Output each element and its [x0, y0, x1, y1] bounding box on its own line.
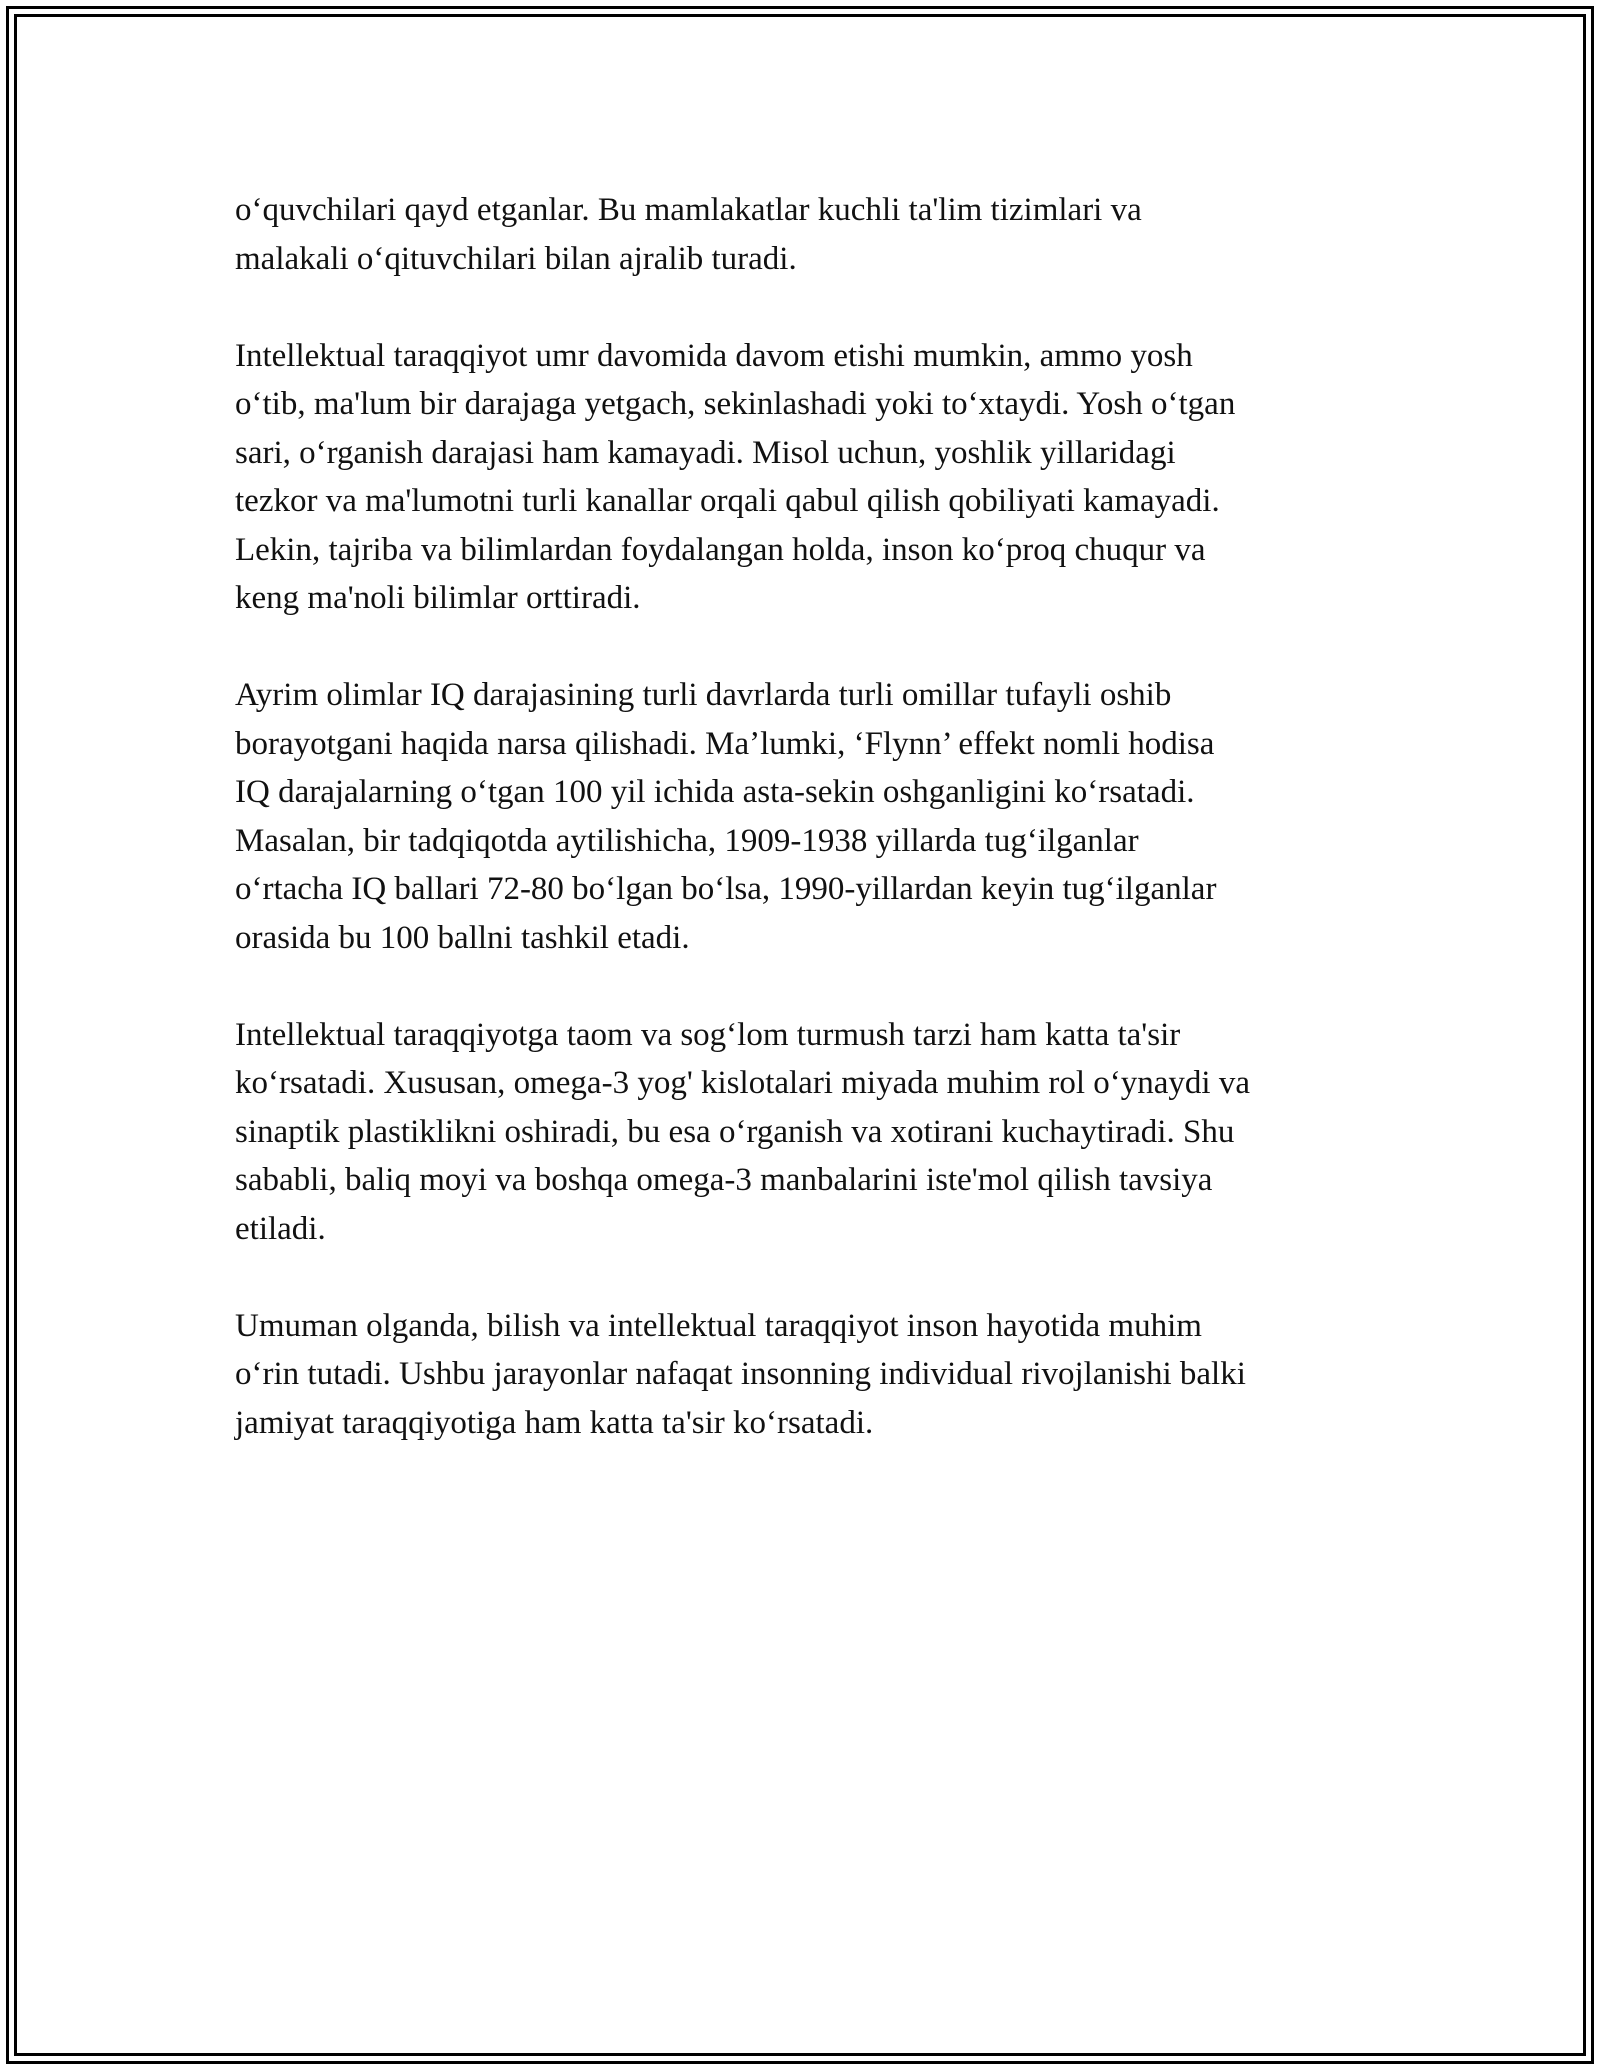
text-line: sinaptik plastiklikni oshiradi, bu esa oʻrganish va xotirani kuchaytiradi. Shu [235, 1113, 1235, 1150]
text-line: sababli, baliq moyi va boshqa omega-3 manbalarini iste'mol qilish tavsiya [235, 1162, 1213, 1198]
text-line: oʻrtacha IQ ballari 72-80 boʻlgan boʻlsa, 1990-yillardan keyin tugʻilganlar [235, 871, 1217, 907]
text-line: Ayrim olimlar IQ darajasining turli davrlarda turli omillar tufayli oshib [235, 677, 1172, 713]
text-line: koʻrsatadi. Xususan, omega-3 yog' kislotalari miyada muhim rol oʻynaydi va [235, 1065, 1250, 1101]
text-line: borayotgani haqida narsa qilishadi. Maʼlumki, ‘Flynn’ effekt nomli hodisa [235, 725, 1215, 762]
text-line: Intellektual taraqqiyotga taom va sogʻlom turmush tarzi ham katta ta'sir [235, 1016, 1181, 1053]
document-body [235, 186, 1375, 1496]
text-line: Masalan, bir tadqiqotda aytilishicha, 1909-1938 yillarda tugʻilganlar [235, 822, 1139, 859]
text-line: oʻquvchilari qayd etganlar. Bu mamlakatlar kuchli ta'lim tizimlari va [235, 192, 1142, 228]
text-line: Umuman olganda, bilish va intellektual taraqqiyot inson hayotida muhim [235, 1307, 1202, 1344]
paragraph-3 [235, 671, 1375, 962]
text-line: IQ darajalarning oʻtgan 100 yil ichida asta-sekin oshganligini koʻrsatadi. [235, 774, 1195, 810]
text-line: Intellektual taraqqiyot umr davomida davom etishi mumkin, ammo yosh [235, 337, 1193, 374]
text-line: orasida bu 100 ballni tashkil etadi. [235, 919, 690, 956]
text-line: etiladi. [235, 1210, 326, 1247]
text-line: jamiyat taraqqiyotiga ham katta ta'sir koʻrsatadi. [235, 1404, 874, 1441]
paragraph-4 [235, 1011, 1375, 1254]
text-line: tezkor va ma'lumotni turli kanallar orqali qabul qilish qobiliyati kamayadi. [235, 483, 1220, 519]
text-line: malakali oʻqituvchilari bilan ajralib turadi. [235, 240, 797, 277]
text-line: sari, oʻrganish darajasi ham kamayadi. Misol uchun, yoshlik yillaridagi [235, 434, 1176, 471]
paragraph-2 [235, 332, 1375, 623]
text-line: oʻrin tutadi. Ushbu jarayonlar nafaqat insonning individual rivojlanishi balki [235, 1356, 1246, 1392]
paragraph-5 [235, 1302, 1375, 1448]
text-line: oʻtib, ma'lum bir darajaga yetgach, sekinlashadi yoki toʻxtaydi. Yosh oʻtgan [235, 386, 1236, 422]
paragraph-1 [235, 186, 1375, 283]
text-line: Lekin, tajriba va bilimlardan foydalangan holda, inson koʻproq chuqur va [235, 531, 1206, 568]
text-line: keng ma'noli bilimlar orttiradi. [235, 580, 641, 616]
